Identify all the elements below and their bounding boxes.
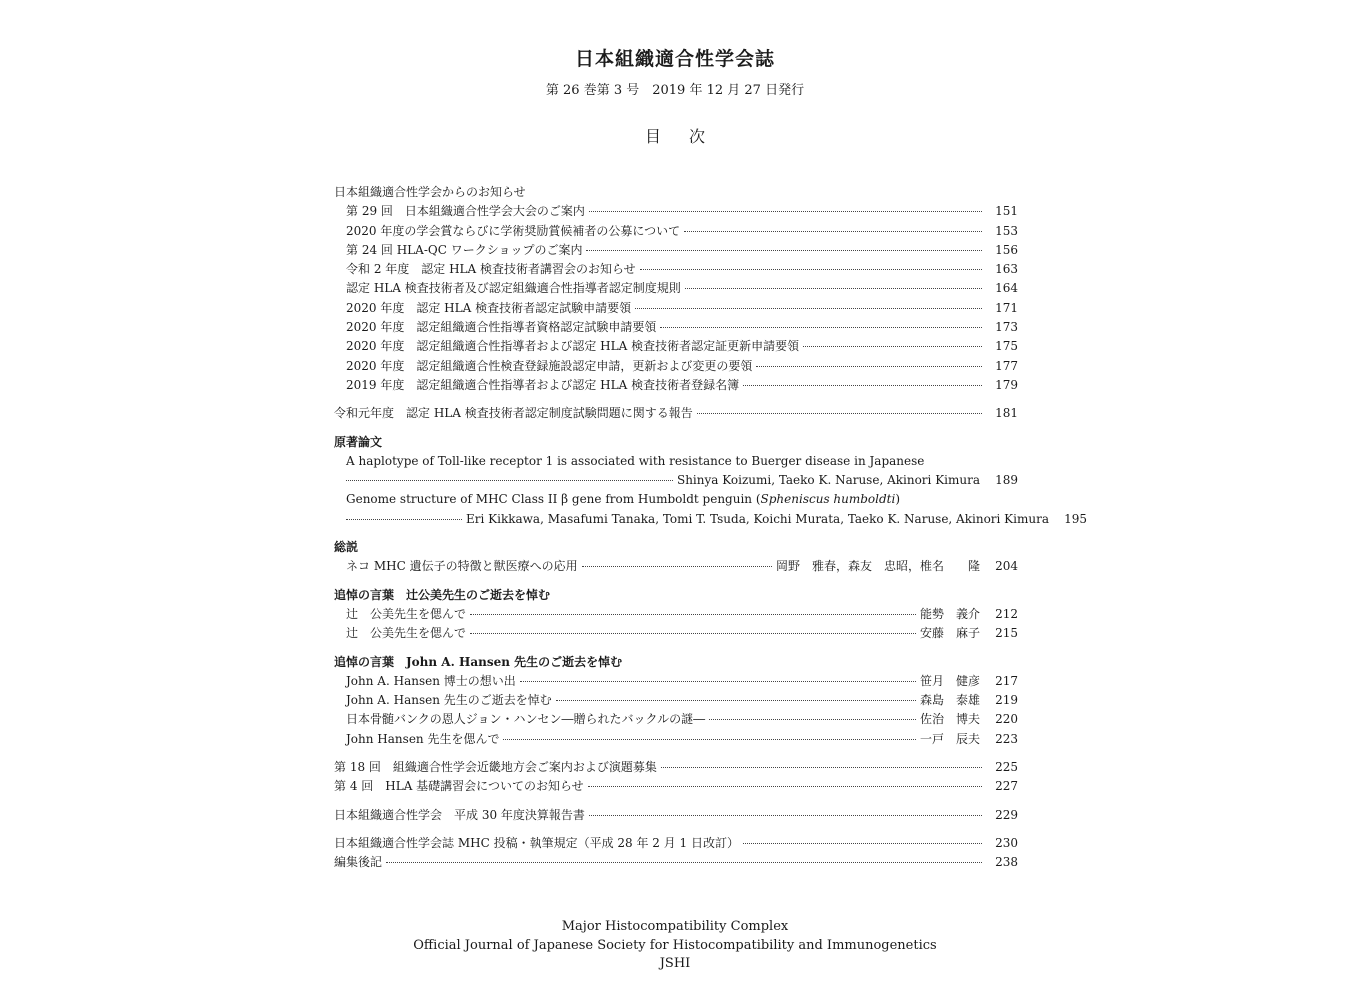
entry-page: 227 — [995, 779, 1018, 794]
entry-page: 164 — [995, 281, 1018, 296]
toc-entry[interactable] — [334, 806, 1018, 825]
entry-page: 230 — [995, 835, 1018, 850]
toc-entry-title-line[interactable] — [334, 490, 1018, 509]
toc-entry[interactable] — [334, 605, 1018, 624]
issue-line: 第 26 巻第 3 号 2019 年 12 月 27 日発行 — [545, 83, 805, 98]
leader-dots — [640, 269, 982, 270]
toc-entry[interactable] — [334, 672, 1018, 691]
memorial1-list — [334, 605, 1018, 644]
toc-entry-title-line[interactable] — [334, 452, 1018, 471]
entry-title: 2020 年度 認定組織適合性指導者資格認定試験申請要領 — [346, 320, 657, 335]
leader-dots — [803, 346, 982, 347]
toc-entry[interactable] — [334, 260, 1018, 279]
toc-entry[interactable] — [334, 853, 1018, 872]
contents-heading: 目次 — [644, 127, 733, 146]
toc-entry[interactable] — [334, 202, 1018, 221]
entry-page: 175 — [995, 339, 1018, 354]
entry-authors: 能勢 義介 — [919, 606, 980, 621]
table-of-contents — [334, 183, 1087, 873]
leader-dots — [470, 633, 916, 634]
toc-entry[interactable] — [334, 404, 1018, 423]
toc-entry[interactable] — [334, 730, 1018, 749]
original-heading: 原著論文 — [334, 434, 383, 449]
entry-authors: 安藤 麻子 — [919, 626, 980, 641]
leader-dots — [743, 843, 982, 844]
toc-entry[interactable] — [334, 279, 1018, 298]
toc-entry[interactable] — [334, 624, 1018, 643]
entry-title: John A. Hansen 先生のご逝去を悼む — [346, 693, 552, 708]
leader-dots — [589, 815, 982, 816]
entry-page: 215 — [995, 626, 1018, 641]
leader-dots — [709, 719, 916, 720]
entry-page: 217 — [995, 673, 1018, 688]
entry-page: 179 — [995, 377, 1018, 392]
leader-dots — [586, 250, 982, 251]
entry-page: 163 — [995, 262, 1018, 277]
toc-entry[interactable] — [334, 357, 1018, 376]
leader-dots — [589, 211, 982, 212]
entry-page: 177 — [995, 358, 1018, 373]
entry-title: 2020 年度 認定 HLA 検査技術者認定試験申請要領 — [346, 300, 632, 315]
toc-entry[interactable] — [334, 376, 1018, 395]
memorial2-heading: 追悼の言葉 John A. Hansen 先生のご逝去を悼む — [334, 654, 623, 669]
misc-list — [334, 758, 1018, 797]
leader-dots — [582, 566, 772, 567]
toc-entry[interactable] — [334, 318, 1018, 337]
entry-title: A haplotype of Toll-like receptor 1 is associated with resistance to Buerger disease in Japanese — [346, 453, 925, 468]
entry-title: 2020 年度 認定組織適合性検査登録施設認定申請，更新および変更の要領 — [346, 358, 753, 373]
entry-authors: Shinya Koizumi, Taeko K. Naruse, Akinori Kimura — [676, 473, 980, 488]
leader-dots — [470, 614, 916, 615]
leader-dots — [556, 700, 916, 701]
entry-page: 173 — [995, 320, 1018, 335]
entry-title: John A. Hansen 博士の想い出 — [346, 673, 516, 688]
review-list — [334, 557, 1018, 576]
leader-dots — [346, 519, 462, 520]
toc-entry[interactable] — [334, 834, 1018, 853]
leader-dots — [697, 413, 982, 414]
leader-dots — [346, 480, 673, 481]
entry-authors: Eri Kikkawa, Masafumi Tanaka, Tomi T. Tsuda, Koichi Murata, Taeko K. Naruse, Akinori Kimura — [466, 511, 1049, 526]
leader-dots — [756, 366, 982, 367]
leader-dots — [660, 327, 982, 328]
entry-page: 238 — [995, 855, 1018, 870]
toc-entry[interactable] — [334, 337, 1018, 356]
entry-page: 220 — [995, 712, 1018, 727]
entry-title: Genome structure of MHC Class II β gene from Humboldt penguin (Spheniscus humboldti) — [346, 492, 901, 507]
entry-page: 212 — [995, 606, 1018, 621]
entry-page: 153 — [995, 223, 1018, 238]
entry-title: 第 4 回 HLA 基礎講習会についてのお知らせ — [334, 779, 584, 794]
entry-title: 令和 2 年度 認定 HLA 検査技術者講習会のお知らせ — [346, 262, 636, 277]
entry-title: ネコ MHC 遺伝子の特徴と獣医療への応用 — [346, 559, 578, 574]
entry-page: 195 — [1064, 511, 1087, 526]
leader-dots — [661, 767, 982, 768]
toc-entry[interactable] — [334, 710, 1018, 729]
leader-dots — [635, 308, 982, 309]
entry-title: 2019 年度 認定組織適合性指導者および認定 HLA 検査技術者登録名簿 — [346, 377, 740, 392]
entry-page: 223 — [995, 731, 1018, 746]
memorial1-heading: 追悼の言葉 辻公美先生のご逝去を悼む — [334, 587, 551, 602]
footer-line-3: JSHI — [659, 956, 691, 971]
entry-page: 189 — [995, 473, 1018, 488]
leader-dots — [520, 681, 916, 682]
toc-entry-author-line[interactable] — [334, 510, 1087, 529]
entry-title: 日本骨髄バンクの恩人ジョン・ハンセン―贈られたバックルの謎― — [346, 712, 706, 727]
entry-page: 151 — [995, 204, 1018, 219]
entry-title: 第 18 回 組織適合性学会近畿地方会ご案内および演題募集 — [334, 760, 657, 775]
leader-dots — [743, 385, 982, 386]
review-heading: 総説 — [334, 540, 359, 555]
entry-authors: 森島 泰雄 — [919, 693, 980, 708]
announcements-list — [334, 202, 1018, 395]
entry-title: 辻 公美先生を偲んで — [346, 626, 467, 641]
leader-dots — [685, 288, 982, 289]
entry-authors: 笹月 健彦 — [919, 673, 980, 688]
entry-page: 225 — [995, 760, 1018, 775]
toc-entry[interactable] — [334, 777, 1018, 796]
toc-entry[interactable] — [334, 222, 1018, 241]
leader-dots — [684, 231, 982, 232]
entry-page: 181 — [995, 406, 1018, 421]
entry-page: 204 — [995, 559, 1018, 574]
leader-dots — [503, 739, 916, 740]
entry-title: 認定 HLA 検査技術者及び認定組織適合性指導者認定制度規則 — [346, 281, 681, 296]
entry-page: 219 — [995, 693, 1018, 708]
entry-page: 171 — [995, 300, 1018, 315]
entry-title: 第 29 回 日本組織適合性学会大会のご案内 — [346, 204, 585, 219]
entry-authors: 一戸 辰夫 — [919, 731, 980, 746]
entry-authors: 佐治 博夫 — [919, 712, 980, 727]
leader-dots — [386, 862, 982, 863]
entry-title: 2020 年度 認定組織適合性指導者および認定 HLA 検査技術者認定証更新申請要領 — [346, 339, 800, 354]
entry-page: 156 — [995, 242, 1018, 257]
entry-title: 辻 公美先生を偲んで — [346, 606, 467, 621]
entry-title: 日本組織適合性学会 平成 30 年度決算報告書 — [334, 807, 585, 822]
entry-title: 2020 年度の学会賞ならびに学術奨励賞候補者の公募について — [346, 223, 681, 238]
entry-title: John Hansen 先生を偲んで — [346, 731, 500, 746]
toc-entry[interactable] — [334, 299, 1018, 318]
announcements-heading: 日本組織適合性学会からのお知らせ — [334, 185, 526, 199]
toc-entry[interactable] — [334, 241, 1018, 260]
toc-entry-author-line[interactable] — [334, 471, 1018, 490]
footer-line-2: Official Journal of Japanese Society for Histocompatibility and Immunogenetics — [413, 937, 937, 953]
memorial2-list — [334, 672, 1018, 749]
entry-authors: 岡野 雅春，森友 忠昭，椎名 隆 — [775, 559, 980, 574]
journal-title: 日本組織適合性学会誌 — [574, 48, 775, 70]
leader-dots — [588, 786, 982, 787]
toc-entry[interactable] — [334, 557, 1018, 576]
journal-footer — [0, 918, 1350, 974]
toc-entry[interactable] — [334, 758, 1018, 777]
entry-title: 第 24 回 HLA-QC ワークショップのご案内 — [346, 242, 583, 257]
entry-title: 編集後記 — [334, 855, 383, 870]
toc-entry[interactable] — [334, 691, 1018, 710]
entry-title: 令和元年度 認定 HLA 検査技術者認定制度試験問題に関する報告 — [334, 406, 693, 421]
entry-title: 日本組織適合性学会誌 MHC 投稿・執筆規定（平成 28 年 2 月 1 日改訂） — [334, 835, 739, 850]
footer-line-1: Major Histocompatibility Complex — [561, 919, 789, 934]
entry-page: 229 — [995, 807, 1018, 822]
